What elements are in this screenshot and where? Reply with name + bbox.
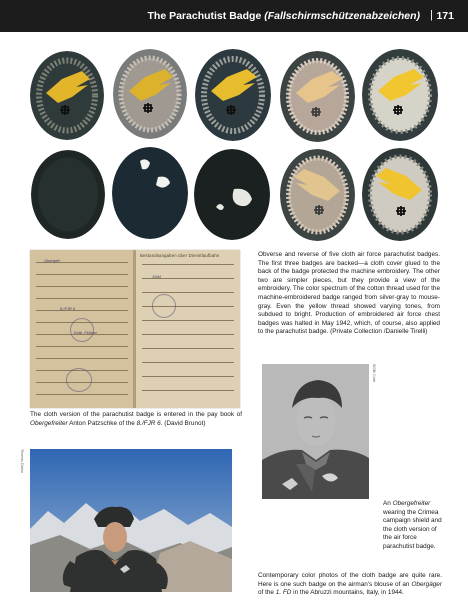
paybook-entry: 8./FJR 6 (60, 306, 76, 311)
paybook-photo (30, 250, 240, 408)
paybook-stamp (66, 368, 92, 392)
badge-obverse-3 (195, 49, 271, 141)
badge-reverse-4 (280, 149, 355, 241)
badge-reverse-3 (194, 149, 270, 240)
paybook-stamp (152, 294, 176, 318)
paybook-entry: Obergefr. (44, 258, 61, 263)
badge-reverse-1 (31, 150, 105, 239)
paybook-entry: 1944 (152, 274, 161, 279)
badge-obverse-4 (280, 51, 355, 142)
badge-obverse-1 (30, 51, 104, 140)
caption-color-photo: Contemporary color photos of the cloth badge are quite rare. Here is one such badge on the airman's blouse of an Obergäger of the 1. FD in the Abruzzi mountains, Italy, in 1944. (258, 572, 442, 597)
credit-portrait: WSB/ Colle (372, 364, 376, 383)
caption-paybook: The cloth version of the parachutist badge is entered in the pay book of Obergefreiter Anton Patzschke of the 8./FJR 6. (David Brunot) (30, 411, 242, 427)
caption-portrait: An Obergefreiter wearing the Crimea campaign shield and the cloth version of the air force parachutist badge. (383, 500, 442, 550)
paybook-header: Bestandsangaben über Dienstlaufbahn (140, 253, 220, 258)
badge-reverse-5 (362, 148, 438, 241)
portrait-photo (262, 364, 369, 499)
badge-obverse-5 (362, 49, 438, 141)
page-header (0, 0, 468, 32)
page-header-title: The Parachutist Badge (Fallschirmschützenabzeichen) (147, 10, 420, 22)
color-photo (30, 449, 232, 592)
badge-reverse-2 (112, 147, 188, 239)
paybook-entry: Kolb. Flührer (74, 330, 97, 335)
credit-color: Thomas Dietze (20, 449, 24, 474)
page-number: 171 (436, 10, 454, 22)
badge-obverse-2 (113, 49, 187, 139)
header-separator: | (430, 9, 433, 21)
paybook-fold (133, 250, 136, 408)
caption-badges: Obverse and reverse of five cloth air force parachutist badges. The first three badges are backed—a cloth cover glued to the back of the badge protected the machine embroidery. The other two are simpler pieces, but they provide a view of the embroidery. The color spectrum of the cotton thread used for the machine-embroidered badge ranged from silver-gray to mouse-gray. Even the yellow thread showed varying tones, from subdued to bright. Production of embroidered air force chest badges was halted in May 1942, which, of course, also applied to the parachutist badge. (Private Collection /Danielle Tirelli) (258, 251, 440, 336)
paybook-stamp (70, 318, 94, 342)
